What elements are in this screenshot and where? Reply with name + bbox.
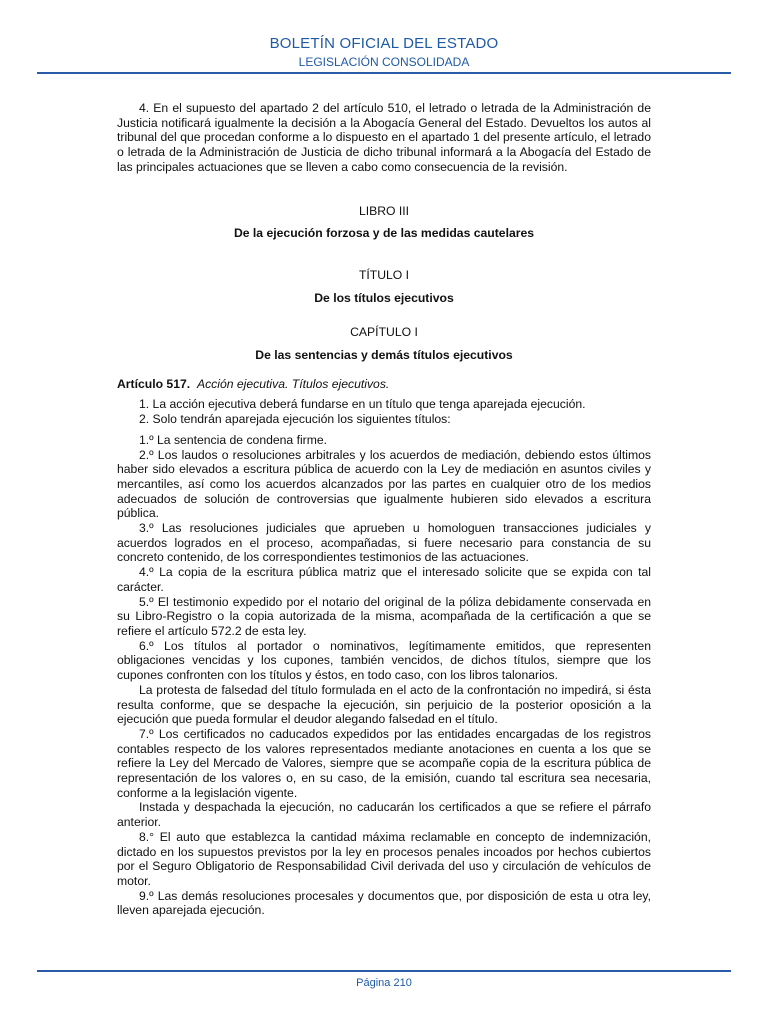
list-item: Instada y despachada la ejecución, no caducarán los certificados a que se refiere el párrafo anterior. <box>117 800 651 830</box>
document-body <box>117 101 651 918</box>
list-item: 3.º Las resoluciones judiciales que aprueben u homologuen transacciones judiciales y acuerdos logrados en el proceso, acompañadas, si fuere necesario para constancia de su concreto contenido, de los correspondientes testimonios de las actuaciones. <box>117 521 651 565</box>
capitulo-title: De las sentencias y demás títulos ejecutivos <box>255 348 513 363</box>
footer-divider <box>37 970 731 972</box>
list-item: 7.º Los certificados no caducados expedidos por las entidades encargadas de los registros contables respecto de los valores representados mediante anotaciones en cuenta a los que se refiere la Ley del Mercado de Valores, siempre que se acompañe copia de la escritura pública de representación de los valores o, en su caso, de la emisión, cuando tal escritura sea necesaria, conforme a la legislación vigente. <box>117 726 651 800</box>
list-item: 1.º La sentencia de condena firme. <box>139 432 328 447</box>
article-number: Artículo 517. <box>117 376 191 391</box>
header-title: BOLETÍN OFICIAL DEL ESTADO <box>269 35 499 52</box>
list-item: 5.º El testimonio expedido por el notario del original de la póliza debidamente conservada en su Libro-Registro o la copia autorizada de la misma, acompañada de la certificación a que se refiere el artículo 572.2 de esta ley. <box>117 594 651 638</box>
list-item: La protesta de falsedad del título formulada en el acto de la confrontación no impedirá, si ésta resulta conforme, que se despache la ejecución, sin perjuicio de la posterior oposición a la ejecución que pueda formular el deudor alegando falsedad en el título. <box>117 682 651 727</box>
page-number: Página 210 <box>356 977 412 989</box>
article-title: Acción ejecutiva. Títulos ejecutivos. <box>196 376 390 391</box>
header-divider <box>37 72 731 74</box>
intro-paragraph: 4. En el supuesto del apartado 2 del artículo 510, el letrado o letrada de la Administración de Justicia notificará igualmente la decisión a la Abogacía General del Estado. Devueltos los autos al tribunal del que procedan conforme a lo dispuesto en el apartado 1 del presente artículo, el letrado o letrada de la Administración de Justicia de dicho tribunal informará a la Abogacía del Estado de las principales actuaciones que se lleven a cabo como consecuencia de la revisión. <box>117 101 651 174</box>
list-item: 4.º La copia de la escritura pública matriz que el interesado solicite que se expida con tal carácter. <box>117 565 651 594</box>
article-heading <box>117 377 651 392</box>
titulo-title: De los títulos ejecutivos <box>314 290 454 305</box>
list-item: 2.º Los laudos o resoluciones arbitrales y los acuerdos de mediación, debiendo estos últimos haber sido elevados a escritura pública de acuerdo con la Ley de mediación en asuntos civiles y mercantiles, así como los acuerdos alcanzados por las partes en cualquier otro de los medios adecuados de solución de controversias que igualmente hubieren sido elevados a escritura pública. <box>117 447 651 521</box>
list-item: 8.° El auto que establezca la cantidad máxima reclamable en concepto de indemnización, dictado en los supuestos previstos por la ley en procesos penales incoados por hechos cubiertos por el Seguro Obligatorio de Responsabilidad Civil derivada del uso y circulación de vehículos de motor. <box>117 829 651 888</box>
capitulo-label: CAPÍTULO I <box>350 325 418 340</box>
header-subtitle: LEGISLACIÓN CONSOLIDADA <box>298 55 470 69</box>
article-paragraph-1: 1. La acción ejecutiva deberá fundarse en un título que tenga aparejada ejecución. <box>139 397 586 412</box>
article-paragraph-2: 2. Solo tendrán aparejada ejecución los siguientes títulos: <box>139 412 451 427</box>
title-list <box>117 433 651 918</box>
libro-title: De la ejecución forzosa y de las medidas cautelares <box>233 226 535 241</box>
list-item: 9.º Las demás resoluciones procesales y documentos que, por disposición de esta u otra ley, lleven aparejada ejecución. <box>117 888 651 918</box>
list-item: 6.º Los títulos al portador o nominativos, legítimamente emitidos, que representen obligaciones vencidas y los cupones, también vencidos, de dichos títulos, siempre que los cupones confronten con los títulos y éstos, en todo caso, con los libros talonarios. <box>117 638 651 683</box>
document-header <box>0 34 768 70</box>
libro-label: LIBRO III <box>358 203 410 218</box>
titulo-label: TÍTULO I <box>358 267 410 282</box>
